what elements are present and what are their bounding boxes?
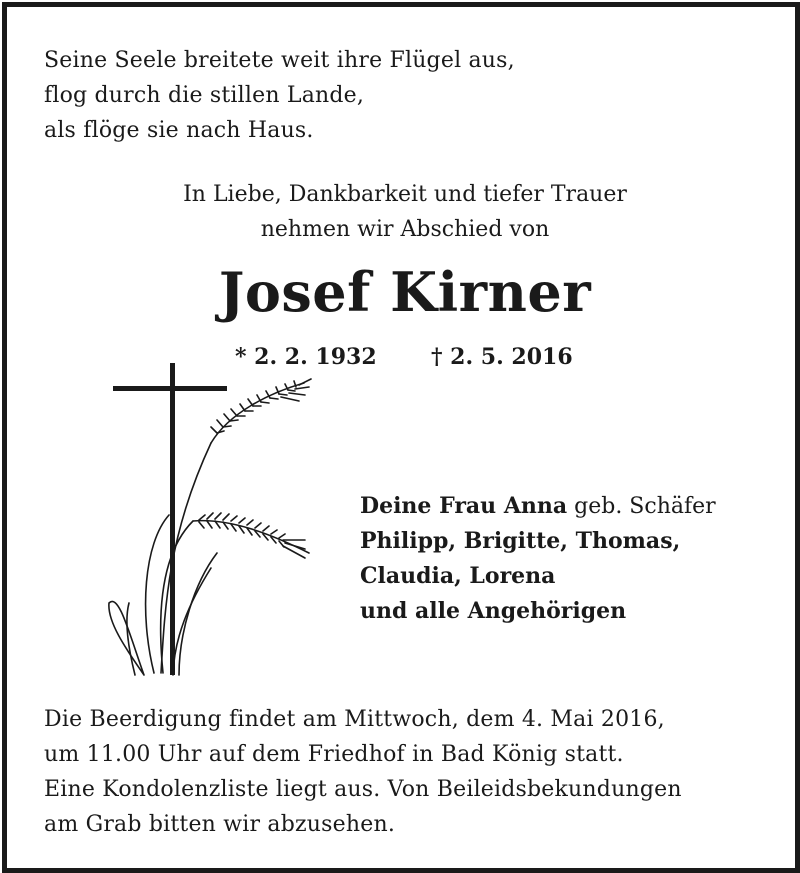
children-names: Philipp, Brigitte, Thomas, — [360, 528, 681, 554]
poem-line: als flöge sie nach Haus. — [44, 118, 314, 143]
mourner-line — [360, 489, 716, 524]
wife-maiden-name: geb. Schäfer — [567, 494, 716, 519]
mourner-line — [360, 559, 716, 594]
poem — [44, 43, 515, 148]
cross-wheat-icon — [99, 363, 319, 683]
mourner-line — [360, 594, 716, 629]
funeral-line: Eine Kondolenzliste liegt aus. Von Beileidsbekundungen — [44, 777, 682, 802]
poem-line: flog durch die stillen Lande, — [44, 83, 365, 108]
funeral-line: um 11.00 Uhr auf dem Friedhof in Bad König statt. — [44, 742, 624, 767]
wife-name: Deine Frau Anna — [360, 493, 568, 519]
birth-date: * 2. 2. 1932 — [235, 344, 377, 370]
deceased-name: Josef Kirner — [218, 260, 592, 324]
wheat-icon — [109, 379, 311, 675]
intro-text — [7, 177, 800, 247]
intro-line: In Liebe, Dankbarkeit und tiefer Trauer — [183, 182, 627, 207]
obituary-frame — [2, 2, 800, 873]
cross-icon — [113, 363, 227, 675]
death-date: † 2. 5. 2016 — [431, 344, 573, 370]
funeral-notice — [44, 702, 682, 842]
intro-line: nehmen wir Abschied von — [260, 217, 550, 242]
funeral-line: am Grab bitten wir abzusehen. — [44, 812, 396, 837]
funeral-line: Die Beerdigung findet am Mittwoch, dem 4. Mai 2016, — [44, 707, 665, 732]
grandchildren-names: Claudia, Lorena — [360, 563, 556, 589]
relatives-line: und alle Angehörigen — [360, 598, 627, 624]
mourner-line — [360, 524, 716, 559]
poem-line: Seine Seele breitete weit ihre Flügel aus, — [44, 48, 515, 73]
mourners — [360, 489, 716, 629]
